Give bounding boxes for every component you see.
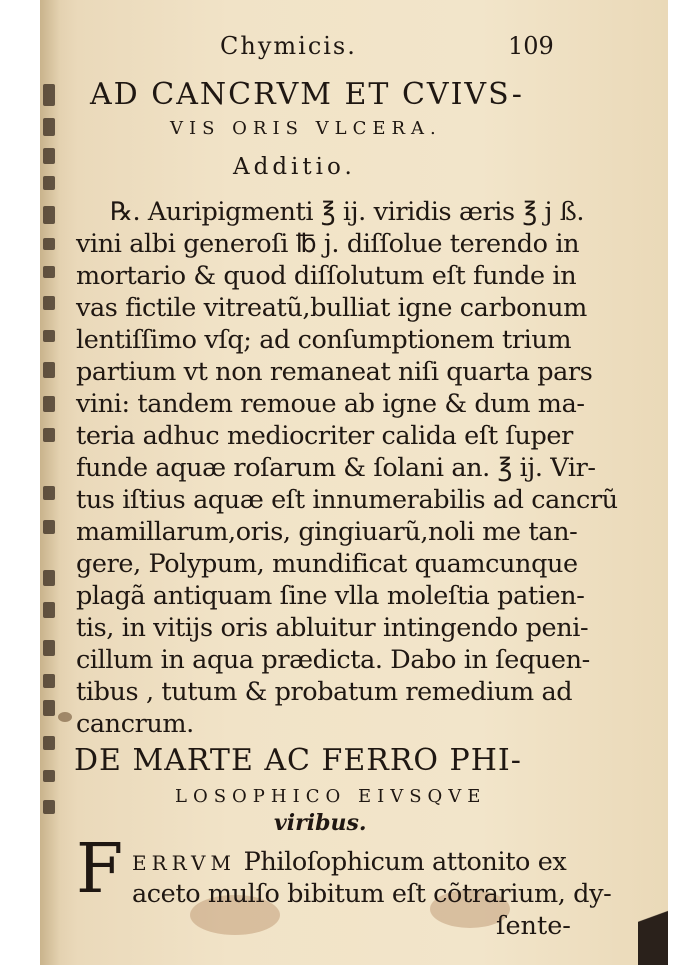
section-heading-line2: VIS ORIS VLCERA. (170, 118, 442, 139)
body-line: mamillarum,oris, gingiuarũ,noli me tan- (76, 517, 578, 547)
section2-heading-line3: viribus. (274, 810, 367, 836)
section2-heading-line2: LOSOPHICO EIVSQVE (175, 786, 487, 807)
body-line: tus iſtius aquæ eſt innumerabilis ad cancrũ (76, 485, 618, 515)
drop-cap: F (76, 830, 124, 909)
body-line: tis, in vitijs oris abluitur intingendo peni- (76, 613, 589, 643)
page-number: 109 (508, 32, 554, 60)
body-line: teria adhuc mediocriter calida eſt ſuper (76, 421, 573, 451)
body-line: vini: tandem remoue ab igne & dum ma- (76, 389, 585, 419)
first-word-small-caps: ERRVM (132, 851, 236, 875)
section-subheading: Additio. (233, 154, 356, 180)
body-line: partium vt non remaneat niſi quarta pars (76, 357, 593, 387)
catchword: ſente- (496, 911, 571, 941)
section-heading-line1: AD CANCRVM ET CVIVS- (90, 77, 524, 112)
section2-heading-line1: DE MARTE AC FERRO PHI- (74, 743, 522, 778)
section2-second-line: aceto mulſo bibitum eſt cõtrarium, dy- (132, 879, 612, 909)
body-line: vas fictile vitreatũ,bulliat igne carbonum (76, 293, 587, 323)
body-line: mortario & quod diſſolutum eſt funde in (76, 261, 577, 291)
book-page (40, 0, 668, 965)
body-line: lentiſſimo vſq; ad conſumptionem trium (76, 325, 572, 355)
body-line: vini albi generoſi ℔ j. diſſolue terendo in (76, 229, 580, 259)
body-line: cancrum. (76, 709, 194, 739)
page-text (40, 0, 668, 965)
body-line: plagã antiquam ſine vlla moleſtia patien- (76, 581, 585, 611)
section2-first-line (132, 847, 567, 877)
body-line: gere, Polypum, mundificat quamcunque (76, 549, 578, 579)
body-line: cillum in aqua prædicta. Dabo in ſequen- (76, 645, 590, 675)
body-line: ℞. Auripigmenti ℥ ij. viridis æris ℥ j ß. (110, 197, 585, 227)
first-line-rest: Philoſophicum attonito ex (235, 847, 567, 877)
running-head-title: Chymicis. (220, 32, 357, 60)
body-line: tibus , tutum & probatum remedium ad (76, 677, 573, 707)
body-line: funde aquæ roſarum & ſolani an. ℥ ij. Vir- (76, 453, 596, 483)
